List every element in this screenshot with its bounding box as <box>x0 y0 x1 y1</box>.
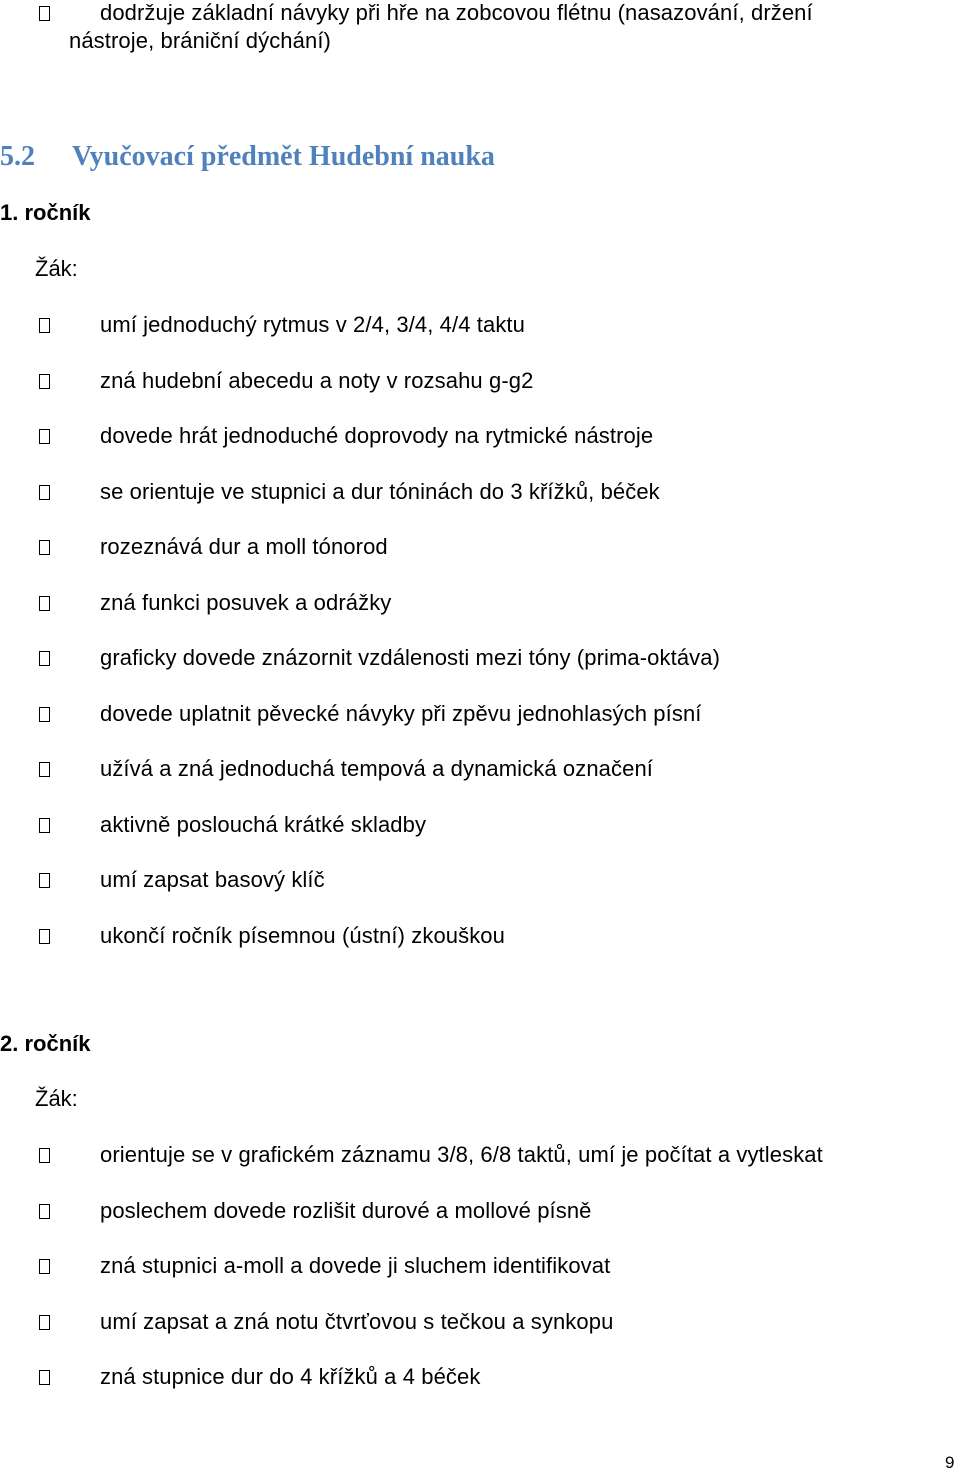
list-item: zná stupnici a-moll a dovede ji sluchem identifikovat <box>100 1253 611 1278</box>
intro-item-line1: dodržuje základní návyky při hře na zobcovou flétnu (nasazování, držení <box>100 0 813 25</box>
list-item: umí zapsat basový klíč <box>100 867 325 892</box>
page-number: 9 <box>945 1453 955 1472</box>
list-item: graficky dovede znázornit vzdálenosti mezi tóny (prima-oktáva) <box>100 645 721 670</box>
bullet-icon <box>39 596 50 611</box>
bullet-icon <box>39 818 50 833</box>
list-item: užívá a zná jednoduchá tempová a dynamická označení <box>100 756 654 781</box>
bullet-icon <box>39 707 50 722</box>
intro-item-line2: nástroje, brániční dýchání) <box>69 28 331 53</box>
grade1-heading: 1. ročník <box>0 200 91 225</box>
section-title: Vyučovací předmět Hudební nauka <box>72 141 495 172</box>
bullet-icon <box>39 1370 50 1385</box>
bullet-icon <box>39 873 50 888</box>
list-item: zná stupnice dur do 4 křížků a 4 béček <box>100 1364 481 1389</box>
bullet-icon <box>39 374 50 389</box>
list-item: ukončí ročník písemnou (ústní) zkouškou <box>100 922 505 948</box>
bullet-icon <box>39 6 50 21</box>
list-item: zná funkci posuvek a odrážky <box>100 589 392 615</box>
grade2-subject: Žák: <box>35 1086 78 1111</box>
bullet-icon <box>39 318 50 333</box>
bullet-icon <box>39 1204 50 1219</box>
list-item: umí jednoduchý rytmus v 2/4, 3/4, 4/4 taktu <box>100 312 525 337</box>
list-item: orientuje se v grafickém záznamu 3/8, 6/8 taktů, umí je počítat a vytleskat <box>100 1142 823 1167</box>
grade2-heading: 2. ročník <box>0 1031 91 1056</box>
list-item: dovede uplatnit pěvecké návyky při zpěvu jednohlasých písní <box>100 700 702 726</box>
bullet-icon <box>39 762 50 777</box>
section-number: 5.2 <box>0 141 35 172</box>
list-item: se orientuje ve stupnici a dur tóninách do 3 křížků, béček <box>100 478 660 504</box>
bullet-icon <box>39 1259 50 1274</box>
bullet-icon <box>39 1148 50 1163</box>
list-item: zná hudební abecedu a noty v rozsahu g-g2 <box>100 367 534 393</box>
bullet-icon <box>39 651 50 666</box>
grade1-subject: Žák: <box>35 256 78 281</box>
list-item: rozeznává dur a moll tónorod <box>100 534 388 559</box>
bullet-icon <box>39 1315 50 1330</box>
list-item: aktivně poslouchá krátké skladby <box>100 811 427 837</box>
bullet-icon <box>39 929 50 944</box>
bullet-icon <box>39 429 50 444</box>
list-item: poslechem dovede rozlišit durové a mollové písně <box>100 1197 592 1223</box>
bullet-icon <box>39 540 50 555</box>
list-item: umí zapsat a zná notu čtvrťovou s tečkou a synkopu <box>100 1308 614 1334</box>
list-item: dovede hrát jednoduché doprovody na rytmické nástroje <box>100 423 654 448</box>
bullet-icon <box>39 485 50 500</box>
